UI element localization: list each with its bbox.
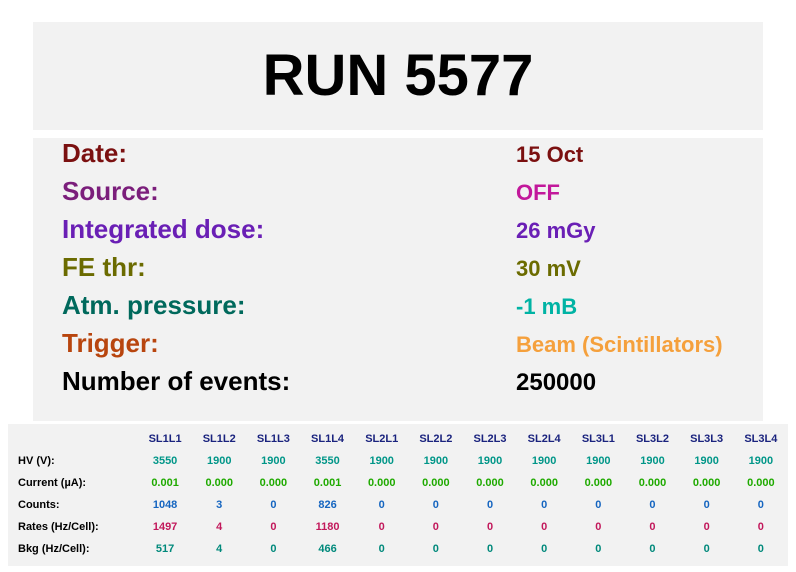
table-cell: 1900 — [261, 455, 286, 467]
table-cell: 0 — [486, 499, 494, 511]
table-cell: 3550 — [152, 455, 178, 467]
table-cell: 0.001 — [151, 477, 179, 489]
info-rows — [33, 138, 763, 404]
table-cell: 1900 — [477, 455, 503, 467]
table-cell: 4 — [216, 521, 223, 533]
table-cell: 0 — [541, 521, 548, 533]
table-cell: 1900 — [694, 455, 719, 467]
table-cell: 3 — [216, 499, 223, 511]
info-row — [33, 328, 763, 366]
table-cell: 0.000 — [476, 477, 504, 489]
info-row-value: 15 Oct — [516, 142, 584, 167]
table-cell: 0.000 — [422, 477, 450, 489]
table-cell: 0 — [757, 543, 764, 555]
table-cell: 0 — [378, 543, 385, 555]
table-cell: 0 — [649, 499, 656, 511]
table-cell: 1497 — [152, 521, 178, 533]
table-cell: 1048 — [152, 499, 178, 511]
info-row-label: Number of events: — [62, 366, 291, 396]
table-cell: 0 — [270, 499, 277, 511]
table-cell: 0 — [703, 543, 710, 555]
table-cell: 0.000 — [638, 477, 667, 489]
table-cell: 1900 — [640, 455, 665, 467]
table-cell: 0.000 — [584, 477, 613, 489]
info-row-value: 30 mV — [516, 256, 581, 281]
info-row — [33, 252, 763, 290]
info-row-label: Trigger: — [62, 328, 159, 358]
channel-table — [8, 428, 788, 560]
table-body — [8, 450, 788, 560]
table-header — [8, 428, 788, 450]
info-row-value: Beam (Scintillators) — [516, 332, 723, 357]
info-row-value: -1 mB — [516, 294, 578, 319]
info-row-label: FE thr: — [62, 252, 146, 282]
table-cell: 0 — [757, 521, 764, 533]
table-cell: 0.000 — [205, 477, 233, 489]
table-row-label: HV (V): — [18, 455, 55, 467]
info-row-value: 250000 — [516, 369, 597, 396]
info-panel — [33, 138, 763, 421]
table-cell: 1900 — [206, 455, 232, 467]
table-column-header: SL1L4 — [311, 433, 345, 445]
table-cell: 0 — [595, 499, 602, 511]
table-row-label: Counts: — [18, 499, 60, 511]
table-cell: 1900 — [423, 455, 449, 467]
table-column-header: SL3L2 — [635, 433, 669, 445]
table-column-header: SL2L3 — [473, 433, 507, 445]
table-row — [8, 494, 788, 516]
table-cell: 1180 — [315, 521, 340, 533]
info-row-label: Source: — [62, 176, 159, 206]
table-column-header: SL2L2 — [419, 433, 453, 445]
table-column-header: SL1L1 — [148, 433, 182, 445]
table-row-label: Current (µA): — [18, 477, 87, 489]
table-cell: 0 — [649, 521, 656, 533]
table-cell: 1900 — [586, 455, 611, 467]
table-cell: 0.000 — [530, 477, 558, 489]
table-cell: 826 — [318, 499, 337, 511]
info-row — [33, 138, 763, 176]
table-cell: 0 — [595, 521, 602, 533]
table-cell: 0.000 — [259, 477, 288, 489]
table-row-label: Rates (Hz/Cell): — [18, 521, 99, 533]
table-cell: 0 — [541, 499, 548, 511]
table-cell: 0 — [378, 499, 385, 511]
title-banner — [33, 22, 763, 130]
table-column-header: SL3L3 — [690, 433, 724, 445]
table-cell: 0 — [595, 543, 602, 555]
table-column-header: SL1L2 — [202, 433, 236, 445]
info-row — [33, 366, 763, 404]
table-cell: 0 — [432, 521, 439, 533]
table-cell: 0 — [270, 521, 277, 533]
table-row — [8, 538, 788, 560]
table-row-label: Bkg (Hz/Cell): — [18, 543, 90, 555]
table-header-row — [8, 428, 788, 450]
info-row-label: Integrated dose: — [62, 214, 265, 244]
table-column-header: SL2L1 — [365, 433, 399, 445]
table-cell: 0 — [270, 543, 277, 555]
table-cell: 0.000 — [367, 477, 396, 489]
info-row-label: Atm. pressure: — [62, 290, 246, 320]
table-cell: 0.000 — [747, 477, 775, 489]
info-row — [33, 214, 763, 252]
table-cell: 0 — [378, 521, 385, 533]
table-column-header: SL3L4 — [744, 433, 778, 445]
table-row — [8, 516, 788, 538]
table-column-header: SL3L1 — [581, 433, 615, 445]
table-corner-cell — [8, 428, 138, 450]
table-cell: 0.001 — [313, 477, 342, 489]
page-title: RUN 5577 — [262, 43, 534, 108]
table-row — [8, 472, 788, 494]
info-row-value: 26 mGy — [516, 218, 596, 243]
info-row — [33, 176, 763, 214]
table-cell: 3550 — [315, 455, 340, 467]
table-cell: 4 — [216, 543, 223, 555]
channel-table-wrapper — [8, 424, 788, 566]
table-cell: 0 — [486, 543, 494, 555]
table-column-header: SL2L4 — [527, 433, 561, 445]
table-row — [8, 450, 788, 472]
table-cell: 0 — [432, 499, 439, 511]
table-cell: 0 — [757, 499, 764, 511]
table-cell: 0 — [432, 543, 439, 555]
table-cell: 1900 — [369, 455, 394, 467]
info-row-value: OFF — [516, 180, 560, 205]
table-cell: 0 — [541, 543, 548, 555]
info-row — [33, 290, 763, 328]
table-cell: 0 — [703, 499, 710, 511]
table-cell: 1900 — [531, 455, 557, 467]
info-row-label: Date: — [62, 138, 128, 168]
table-column-header: SL1L3 — [256, 433, 290, 445]
table-cell: 1900 — [748, 455, 774, 467]
table-cell: 0 — [649, 543, 656, 555]
table-cell: 0.000 — [692, 477, 721, 489]
table-cell: 0 — [703, 521, 710, 533]
table-cell: 0 — [486, 521, 494, 533]
table-cell: 517 — [155, 543, 175, 555]
table-cell: 466 — [318, 543, 337, 555]
